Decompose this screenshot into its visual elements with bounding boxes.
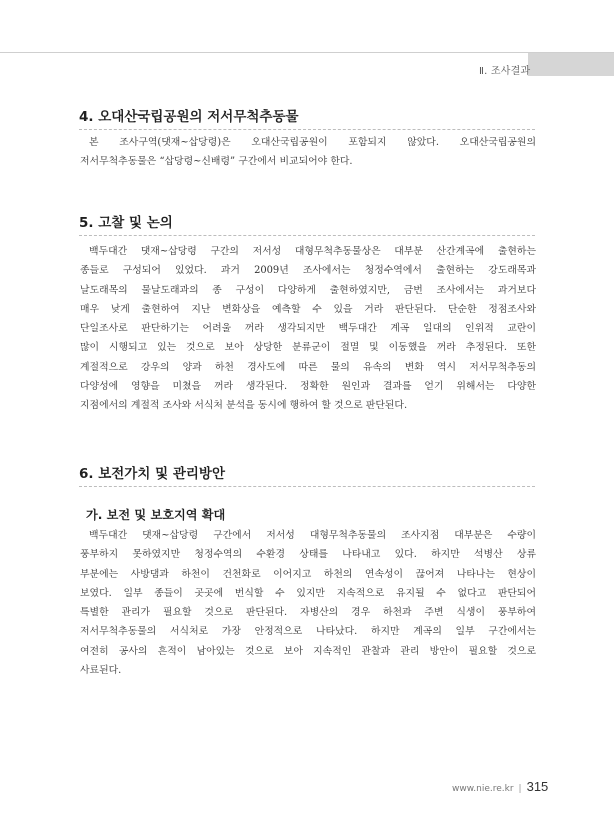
- paragraph-line: 본 조사구역(댓재~삽당령)은 오대산국립공원이 포함되지 않았다. 오대산국립공원의: [89, 137, 536, 148]
- running-header: Ⅱ. 조사결과: [479, 66, 531, 77]
- paragraph-line: 부분에는 사방댐과 하천이 건천화로 이어지고 하천의 연속성이 끊어져 나타나는 현상이: [80, 568, 536, 580]
- paragraph-line: 많이 시행되고 있는 것으로 보아 상당한 분류군이 절멸 및 이동했을 꺼라 추정된다. 또한: [80, 342, 536, 354]
- section-heading-6: 6. 보전가치 및 관리방안: [79, 462, 225, 482]
- footer-url[interactable]: www.nie.re.kr: [452, 784, 514, 794]
- paragraph-line: 풍부하지 못하였지만 청정수역의 수환경 상태를 나타내고 있다. 하지만 석병산 상류: [80, 549, 536, 561]
- paragraph-line: 계절적으로 강우의 양과 하천 경사도에 따른 물의 유속의 변화 역시 저서무척추동의: [80, 361, 536, 373]
- header-tab-block: [528, 53, 614, 76]
- paragraph-line: 특별한 관리가 필요할 것으로 판단된다. 자병산의 경우 하천과 주변 식생이 풍부하여: [80, 607, 536, 619]
- section-heading-4: 4. 오대산국립공원의 저서무척추동물: [79, 105, 299, 125]
- paragraph-line: 백두대간 댓재~삽당령 구간의 저서성 대형무척추동물상은 대부분 산간계곡에 출현하는: [89, 246, 536, 257]
- section-6-paragraph: [80, 526, 536, 680]
- paragraph-line: 다양성에 영향을 미쳤을 꺼라 생각된다. 정확한 원인과 결과를 얻기 위해서는 다양한: [80, 381, 536, 393]
- section-4-paragraph: [80, 133, 536, 172]
- section-5-paragraph: [80, 242, 536, 416]
- paragraph-line: 지점에서의 계절적 조사와 서식처 분석을 동시에 행하여 할 것으로 판단된다.: [80, 400, 408, 412]
- paragraph-line: 보였다. 일부 종들이 곳곳에 번식할 수 있지만 지속적으로 유지될 수 없다고 판단되어: [80, 587, 536, 599]
- paragraph-line: 날도래목의 물날도래과의 종 구성이 다양하게 출현하였지만, 금번 조사에서는 과거보다: [80, 284, 536, 296]
- section-heading-5: 5. 고찰 및 논의: [79, 211, 173, 231]
- paragraph-line: 백두대간 댓재~삽당령 구간에서 저서성 대형무척추동물의 조사지점 대부분은 수량이: [89, 530, 536, 541]
- paragraph-line: 여전히 공사의 흔적이 남아있는 것으로 보아 지속적인 관찰과 관리 방안이 필요할 것으로: [80, 645, 536, 657]
- paragraph-line: 저서무척추동물은 “삽당령~신배령” 구간에서 비교되어야 한다.: [80, 156, 353, 168]
- subsection-heading: 가. 보전 및 보호지역 확대: [86, 508, 226, 522]
- paragraph-line: 매우 낮게 출현하여 지난 변화상을 예측할 수 있을 거라 판단된다. 단순한 정점조사와: [80, 303, 536, 315]
- footer-separator: |: [518, 784, 522, 794]
- page-number: 315: [526, 779, 549, 794]
- page-footer: [452, 779, 548, 794]
- paragraph-line: 종들로 구성되어 있었다. 과거 2009년 조사에서는 청정수역에서 출현하는 강도래목과: [80, 265, 536, 277]
- paragraph-line: 저서무척추동물의 서식처로 가장 안정적으로 나타났다. 하지만 계곡의 일부 구간에서는: [80, 626, 536, 638]
- paragraph-line: 사료된다.: [80, 665, 122, 677]
- paragraph-line: 단일조사로 판단하기는 어려울 꺼라 생각되지만 백두대간 계곡 일대의 인위적 교란이: [80, 323, 536, 335]
- header-rule: [0, 52, 614, 53]
